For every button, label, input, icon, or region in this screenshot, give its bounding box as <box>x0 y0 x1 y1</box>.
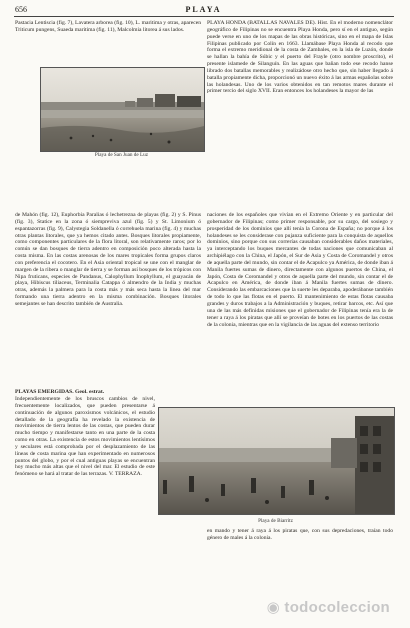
beach-photo-illustration <box>41 68 204 151</box>
watermark-icon: ◉ <box>266 599 285 616</box>
left-column-intro: Pastacia Lentiscia (fig. 7), Lavatera arborea (fig. 10), L. maritima y otras, aparecen Triticum pungens, Suaeda maritima (fig. 11), Malcolmia litorea á sus lados. <box>15 20 201 33</box>
photo-san-juan-de-luz <box>40 67 205 152</box>
watermark-logo <box>267 598 390 616</box>
left-column-emergidas: Independientemente de los bruscos cambios de nivel, frecuentemente localizados, que pueden presentarse á continuación de algunos paroxismos volcánicos, el estudio detallado de la geografía ha revelado la existencia de movimientos de tierra lentos de las costas, que pueden durar mucho tiempo y manifestarse tanto en una parte de la costa como en otras. La existencia de estos movimientos lentísimos y seculares está comprobada por el desplazamiento de las líneas de costa marina que han experimentado en numerosos puntos del globo, y por el cual antiguas playas se encuentran hoy mucho más altas que el nivel del mar. El estudio de este fenómeno se hará al tratar de las terrazas. V. TERRAZA. <box>15 396 155 478</box>
caption-biarritz: Playa de Biarritz <box>258 518 293 524</box>
header-rule <box>14 16 394 17</box>
photo-biarritz <box>158 407 395 515</box>
caption-san-juan-de-luz: Playa de San Juan de Luz <box>94 152 149 158</box>
biarritz-photo-illustration <box>159 408 394 514</box>
running-title: PLAYA <box>185 5 222 14</box>
section-heading-playas-emergidas: PLAYAS EMERGIDAS. Geol. estrat. <box>15 389 105 395</box>
right-column-closing: en mando y tener á raya á los piratas que, con sus depredaciones, traían todo género de males á la colonia. <box>207 528 393 541</box>
right-column-body: naciones de los españoles que vivían en el Extremo Oriente y en particular del gobernador de Filipinas; como primer responsable, por su cargo, del sosiego y prosperidad de los dominios que allí tenía la Corona de España; no porque á los holandeses se les considerase con pujanza suficiente para la conquista de aquellos dominios, sino porque con sus correrías causaban considerables daños materiales, ya interceptando los buques mercantes de todas naciones que comunicaban al archipiélago con la China, el Japón, el Sur de Asia y Costa de Coromandel y otros de aquella parte del mundo, sin contar el de Acapulco ya América, de donde iban á Manila fuertes sumas de dinero, directamente con algunos puertos de China, el Japón, Costa de Coromandel y otros de aquella parte del mundo, sin contar el de Acapulco en América, de donde iban á Manila fuertes sumas de dinero. Considerando las embarcaciones que la suerte les deparaba, apoderábanse también de todo lo que las flotas en el puerto. El mantenimiento de estas flotas causaba grandes y duros trabajos a la Administración y buques, retirar barcos, etc. Así que una de las más definidas misiones que el gobernador de Filipinas tenía era la de tener a raya á los piratas que allí se proveían de botes en los puertos de las costas de la colonia, mientras que en la vigilancia de las aguas del extenso territorio <box>207 212 393 328</box>
right-column-text: PLAYA HONDA (BATALLAS NAVALES DE). Hist. En el moderno nomenclátor geográfico de Filipinas no se encuentra Playa Honda, pero sí en el antiguo, según puede verse en uno de los mapas de las obras históricas, sino en el mapa de Islas Filipinas publicado por Colín en 1663. Llamábase Playa Honda al recodo que forma el extremo meridional de la costa de Zambales, en la isla de Luzón, donde se hallan la bahía de Súbic y el puerto del Frayle (otro nombre proscrito), el presente islamede de Silanguín. En las aguas que bañan todo ese recodo hanse librado dos batallas memorables y realizádose otro hecho que, sin haber llegado á batalla propiamente dicha, proporcionó un nuevo éxito á las armas españolas sobre las holandesas. Uno de los varios obtenidos en tan remotos mares durante el primer tercio del siglo XVII. Eran entonces los holandeses la mayor de las <box>207 20 393 95</box>
page-number: 656 <box>15 5 27 14</box>
watermark-text: todocoleccion <box>284 599 390 616</box>
left-column-body: de Mahón (fig. 12), Euphorbia Paralias ó lechetrezna de playas (fig. 2) y S. Pinus (fig. 3), Statice en la zona ó siempreviva azul (fig. 5) y St. Limonium ó espantazorras (fig. 9), Calystegia Soldanella ó correhuela marina (fig. 4) y muchas otras plantas litorales, que ya hemos citado antes. Bosques litorales propiamente, como componentes particulares de la flora litoral, son relativamente raros; por lo común se dan bosques de tierra adentro en composición poco alterada hasta la costa misma. En las costas arenosas de los mares tropicales forma grupos claros con preferencia el cocotero. En el Asia oriental tropical se une con el manglar de margen de la ribera o manglar de tierra y se forman así bosques de los trópicos con Nipa fruticans, especies de Pandanus, Calophyllum Inophyllum, el guayacán de playa, Hibiscus tiliaceus, Terminalia Catappa ó almendro de la India y muchas otras, además la palmera para la costa más y más seca hasta la linea del mar formando una tierra adentro en la misma combinación. Bosques litorales semejantes se han descrito también de Australia. <box>15 212 201 307</box>
